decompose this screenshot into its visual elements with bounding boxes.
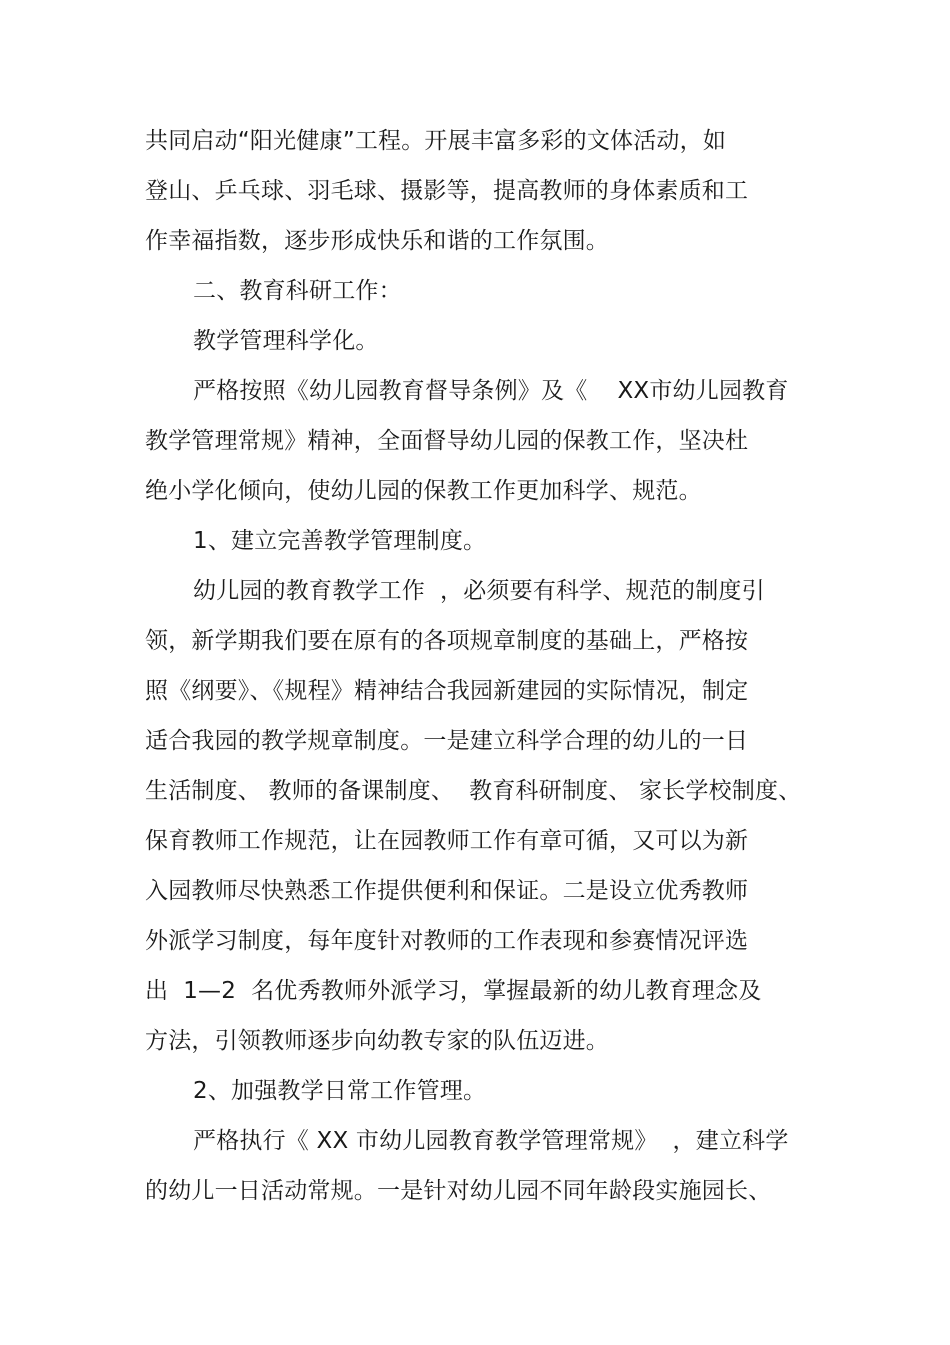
text-line: 的幼儿一日活动常规。一是针对幼儿园不同年龄段实施园长、 [145, 1178, 772, 1204]
text-line: 作幸福指数，逐步形成快乐和谐的工作氛围。 [145, 228, 609, 254]
section-heading: 二、教育科研工作： [193, 278, 402, 304]
text-line: 方法，引领教师逐步向幼教专家的队伍迈进。 [145, 1028, 609, 1054]
item-heading: 1、建立完善教学管理制度。 [193, 528, 487, 554]
text-line: 绝小学化倾向，使幼儿园的保教工作更加科学、规范。 [145, 478, 702, 504]
text-line: 适合我园的教学规章制度。一是建立科学合理的幼儿的一日 [145, 728, 749, 754]
text-line: 保育教师工作规范，让在园教师工作有章可循，又可以为新 [145, 828, 749, 854]
text-line: 共同启动“阳光健康”工程。开展丰富多彩的文体活动，如 [145, 128, 727, 154]
text-line: 教学管理常规》精神，全面督导幼儿园的保教工作，坚决杜 [145, 428, 749, 454]
text-line: 外派学习制度，每年度针对教师的工作表现和参赛情况评选 [145, 928, 749, 954]
item-heading: 2、加强教学日常工作管理。 [193, 1078, 487, 1104]
subsection-heading: 教学管理科学化。 [193, 328, 379, 354]
text-line: 出 1—2 名优秀教师外派学习，掌握最新的幼儿教育理念及 [145, 978, 762, 1004]
text-line: 照《纲要》、《规程》精神结合我园新建园的实际情况，制定 [145, 678, 749, 704]
text-line: 严格执行《 XX 市幼儿园教育教学管理常规》 ，建立科学 [193, 1128, 789, 1154]
text-line: 严格按照《幼儿园教育督导条例》及《 XX市幼儿园教育 [193, 378, 789, 404]
text-line: 生活制度、 教师的备课制度、 教育科研制度、 家长学校制度、 [145, 778, 802, 804]
text-line: 入园教师尽快熟悉工作提供便利和保证。二是设立优秀教师 [145, 878, 749, 904]
text-line: 登山、乒乓球、羽毛球、摄影等，提高教师的身体素质和工 [145, 178, 749, 204]
text-line: 幼儿园的教育教学工作 ，必须要有科学、规范的制度引 [193, 578, 765, 604]
text-line: 领，新学期我们要在原有的各项规章制度的基础上，严格按 [145, 628, 749, 654]
